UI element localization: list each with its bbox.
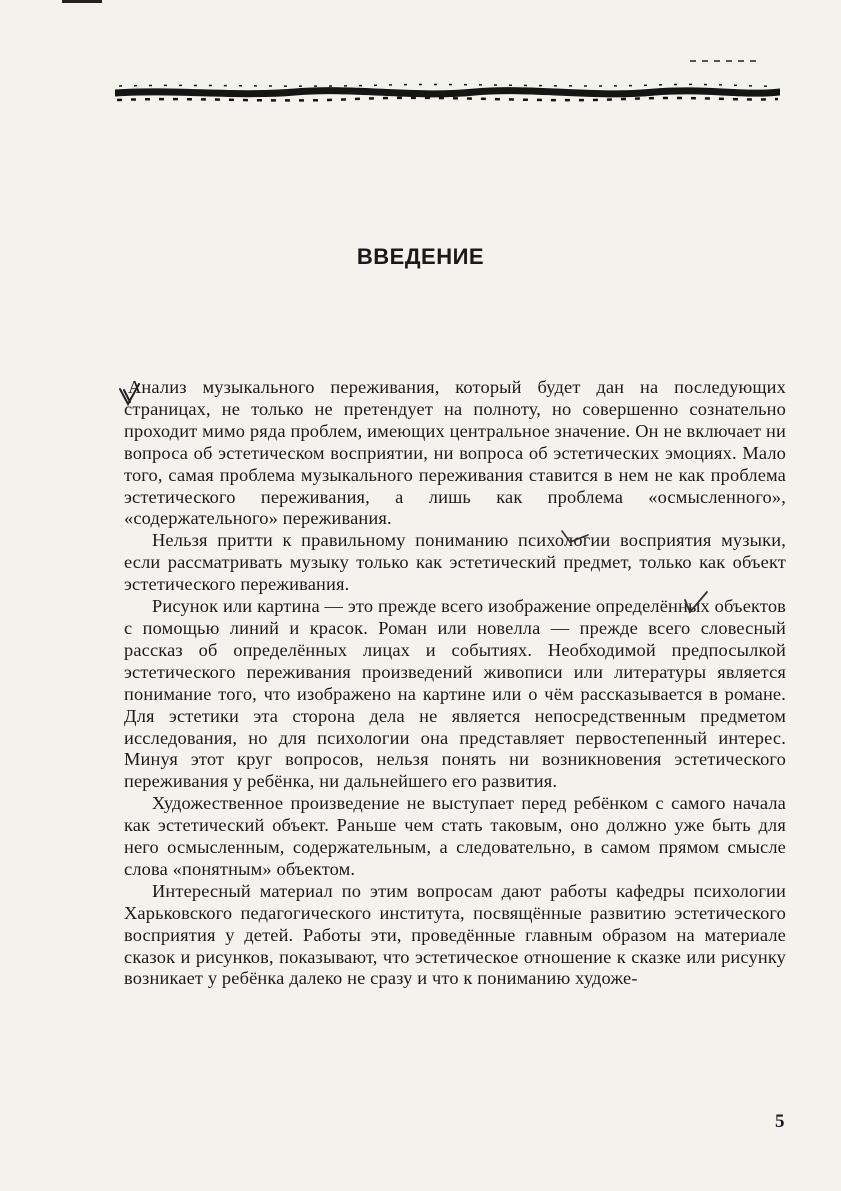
chapter-title: ВВЕДЕНИЕ <box>356 244 485 269</box>
paragraph-4: Художественное произведение не выступает перед ребёнком с самого начала как эстетический объект. Раньше чем стать таковым, оно должно уже быть для него осмысленным, содержательным, а следовательно, в самом прямом смысле слова «понятным» объектом. <box>124 793 786 879</box>
paragraph-2: Нельзя притти к правильному пониманию психологии восприятия музыки, если рассматривать музыку только как эстетический предмет, только как объект эстетического переживания. <box>124 530 786 595</box>
paragraph-1: Анализ музыкального переживания, который будет дан на последующих страницах, не только не претендует на полноту, но совершенно сознательно проходит мимо ряда проблем, имеющих центральное значение. Он не включает ни вопроса об эстетическом восприятии, ни вопроса об эстетических эмоциях. Мало того, самая проблема музыкального переживания ставится в нем не как проблема эстетического переживания, а лишь как проблема «осмысленного», «содержательного» переживания. <box>124 377 786 529</box>
paragraph-3: Рисунок или картина — это прежде всего изображение определённых объектов с помощью линий и красок. Роман или новелла — прежде всего словесный рассказ об определённых лицах и событиях. Необходимой предпосылкой эстетического переживания произведений живописи или литературы является понимание того, что изображено на картине или о чём рассказывается в романе. Для эстетики эта сторона дела не является непосредственным предметом исследования, но для психологии она представляет первостепенный интерес. Минуя этот круг вопросов, нельзя понять ни возникновения эстетического переживания у ребёнка, ни дальнейшего его развития. <box>124 596 786 792</box>
pencil-check-mark-icon <box>117 383 145 407</box>
page-edge-mark <box>62 0 102 3</box>
pencil-check-mark-icon <box>560 527 590 549</box>
paragraph-5: Интересный материал по этим вопросам дают работы кафедры психологии Харьковского педагогического института, посвящённые развитию эстетического восприятия у детей. Работы эти, проведённые главным образом на материале сказок и рисунков, показывают, что эстетическое отношение к сказке или рисунку возникает у ребёнка далеко не сразу и что к пониманию художе- <box>124 880 786 989</box>
body-text <box>124 377 786 990</box>
header-ornament <box>115 78 780 108</box>
scan-dash-marks <box>690 60 760 62</box>
page-number: 5 <box>775 1111 785 1132</box>
pencil-check-mark-icon <box>682 590 710 616</box>
